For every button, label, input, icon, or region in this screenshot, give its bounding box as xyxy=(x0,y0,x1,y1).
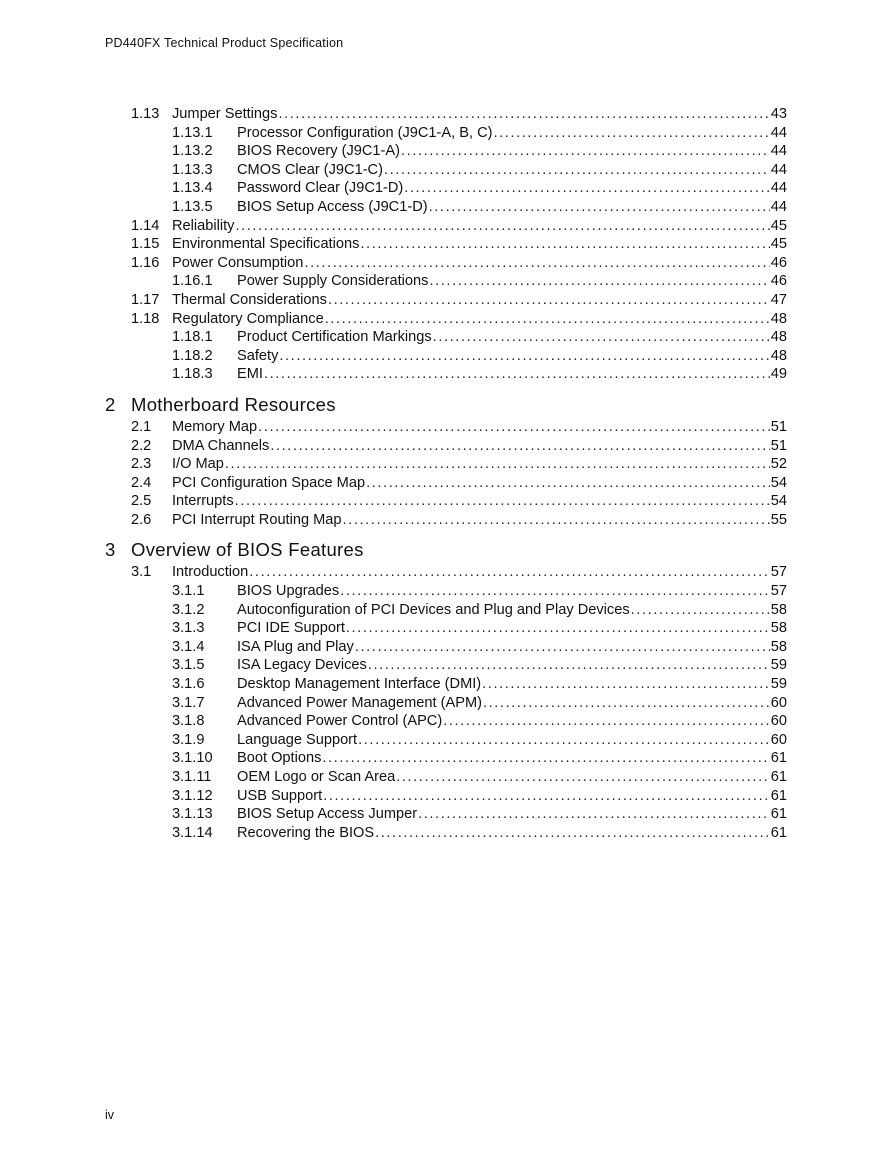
dot-leader xyxy=(355,638,770,657)
chapter-title: Motherboard Resources xyxy=(131,393,336,415)
dot-leader xyxy=(433,328,770,347)
toc-entry-line xyxy=(172,455,787,474)
chapter-title: Overview of BIOS Features xyxy=(131,539,364,561)
toc-entry[interactable] xyxy=(0,824,893,843)
dot-leader xyxy=(375,824,770,843)
toc-entry-line xyxy=(237,694,787,713)
toc-entry-line xyxy=(237,272,787,291)
toc-entry-page: 45 xyxy=(770,236,787,253)
dot-leader xyxy=(384,161,770,180)
dot-leader xyxy=(264,365,770,384)
dot-leader xyxy=(249,563,770,582)
toc-entry-number: 1.18.3 xyxy=(172,366,213,383)
dot-leader xyxy=(322,749,769,768)
toc-entry-line xyxy=(237,787,787,806)
table-of-contents xyxy=(0,105,893,842)
toc-entry[interactable] xyxy=(0,582,893,601)
toc-entry-page: 52 xyxy=(770,456,787,473)
toc-entry-line xyxy=(237,328,787,347)
toc-entry-page: 47 xyxy=(770,291,787,308)
toc-entry-number: 3.1.2 xyxy=(172,601,205,618)
toc-entry-line xyxy=(172,254,787,273)
toc-entry-title: Password Clear (J9C1-D) xyxy=(237,180,404,197)
toc-entry[interactable] xyxy=(0,272,893,291)
toc-entry[interactable] xyxy=(0,455,893,474)
toc-entry-number: 1.13.3 xyxy=(172,161,213,178)
toc-entry[interactable] xyxy=(0,511,893,530)
toc-entry-title: Product Certification Markings xyxy=(237,329,432,346)
toc-entry-title: OEM Logo or Scan Area xyxy=(237,769,396,785)
toc-entry-page: 46 xyxy=(770,273,787,290)
toc-entry-number: 1.13.2 xyxy=(172,143,213,160)
toc-entry[interactable] xyxy=(0,492,893,511)
toc-entry-number: 3.1.1 xyxy=(172,583,205,600)
dot-leader xyxy=(225,455,770,474)
dot-leader xyxy=(270,437,769,456)
toc-entry-line xyxy=(172,217,787,236)
toc-entry[interactable] xyxy=(0,235,893,254)
toc-entry-number: 3.1.10 xyxy=(172,750,213,767)
dot-leader xyxy=(360,235,769,254)
toc-entry-number: 3.1.13 xyxy=(172,806,213,823)
toc-entry[interactable] xyxy=(0,437,893,456)
dot-leader xyxy=(404,179,770,198)
toc-entry[interactable] xyxy=(0,347,893,366)
toc-entry-page: 46 xyxy=(770,254,787,271)
toc-entry-title: BIOS Setup Access Jumper xyxy=(237,806,418,823)
toc-entry-page: 44 xyxy=(770,124,787,141)
toc-entry[interactable] xyxy=(0,601,893,620)
toc-entry[interactable] xyxy=(0,365,893,384)
toc-entry-page: 54 xyxy=(770,474,787,491)
dot-leader xyxy=(418,805,770,824)
dot-leader xyxy=(278,105,769,124)
toc-entry-line xyxy=(237,347,787,366)
toc-entry-page: 58 xyxy=(770,638,787,655)
toc-entry[interactable] xyxy=(0,787,893,806)
toc-entry-title: Interrupts xyxy=(172,493,234,510)
dot-leader xyxy=(328,291,770,310)
toc-entry[interactable] xyxy=(0,731,893,750)
toc-entry-line xyxy=(172,511,787,530)
chapter-number: 3 xyxy=(105,539,116,561)
toc-entry-line xyxy=(172,310,787,329)
dot-leader xyxy=(368,656,770,675)
toc-entry-number: 1.18.2 xyxy=(172,347,213,364)
dot-leader xyxy=(401,142,770,161)
toc-entry[interactable] xyxy=(0,712,893,731)
toc-entry-number: 3.1.8 xyxy=(172,713,205,730)
toc-entry-number: 3.1.3 xyxy=(172,620,205,637)
toc-entry[interactable] xyxy=(0,291,893,310)
toc-entry-page: 44 xyxy=(770,180,787,197)
toc-entry[interactable] xyxy=(0,105,893,124)
toc-entry[interactable] xyxy=(0,142,893,161)
toc-entry-title: PCI Configuration Space Map xyxy=(172,474,366,491)
toc-entry[interactable] xyxy=(0,161,893,180)
toc-entry[interactable] xyxy=(0,619,893,638)
toc-entry-line xyxy=(172,291,787,310)
toc-entry-line xyxy=(237,638,787,657)
toc-entry-page: 48 xyxy=(770,329,787,346)
toc-entry-page: 55 xyxy=(770,511,787,528)
toc-entry-title: Autoconfiguration of PCI Devices and Plug and Play Devices xyxy=(237,601,630,618)
toc-entry-title: PCI Interrupt Routing Map xyxy=(172,511,342,528)
toc-entry-line xyxy=(237,198,787,217)
toc-entry[interactable] xyxy=(0,768,893,787)
toc-entry-line xyxy=(237,824,787,843)
toc-entry-line xyxy=(237,365,787,384)
toc-entry-page: 59 xyxy=(770,657,787,674)
dot-leader xyxy=(366,474,770,493)
dot-leader xyxy=(631,601,770,620)
toc-entry-page: 58 xyxy=(770,620,787,637)
dot-leader xyxy=(340,582,770,601)
toc-entry-number: 2.3 xyxy=(131,456,152,473)
toc-entry-page: 61 xyxy=(770,824,787,841)
toc-entry-number: 1.18.1 xyxy=(172,329,213,346)
dot-leader xyxy=(323,787,770,806)
toc-entry-number: 3.1.14 xyxy=(172,824,213,841)
toc-entry-number: 1.17 xyxy=(131,291,160,308)
toc-entry-title: Processor Configuration (J9C1-A, B, C) xyxy=(237,124,493,141)
toc-entry-title: EMI xyxy=(237,366,263,383)
toc-entry-title: CMOS Clear (J9C1-C) xyxy=(237,161,383,178)
dot-leader xyxy=(443,712,770,731)
toc-entry-number: 1.16.1 xyxy=(172,273,213,290)
toc-entry-line xyxy=(237,675,787,694)
toc-entry-page: 43 xyxy=(770,106,787,122)
dot-leader xyxy=(493,124,769,143)
toc-entry-number: 2.6 xyxy=(131,511,152,528)
toc-entry-number: 2.4 xyxy=(131,474,152,491)
toc-entry-page: 57 xyxy=(770,583,787,600)
toc-entry-number: 3.1.7 xyxy=(172,694,205,711)
toc-entry-line xyxy=(172,474,787,493)
chapter-heading xyxy=(0,394,893,416)
toc-entry-line xyxy=(172,437,787,456)
chapter-number: 2 xyxy=(105,393,116,415)
toc-entry-page: 60 xyxy=(770,694,787,711)
toc-entry[interactable] xyxy=(0,328,893,347)
toc-entry-title: Safety xyxy=(237,347,279,364)
toc-entry-page: 51 xyxy=(770,418,787,435)
toc-entry-number: 3.1.11 xyxy=(172,769,212,785)
page-number: iv xyxy=(105,1108,115,1122)
toc-entry[interactable] xyxy=(0,179,893,198)
dot-leader xyxy=(482,675,770,694)
toc-entry-title: Power Consumption xyxy=(172,254,304,271)
dot-leader xyxy=(325,310,770,329)
toc-entry-number: 3.1.12 xyxy=(172,787,213,804)
toc-entry-page: 48 xyxy=(770,347,787,364)
toc-entry-line xyxy=(237,805,787,824)
toc-entry-page: 48 xyxy=(770,310,787,327)
toc-entry-line xyxy=(237,619,787,638)
toc-entry-line xyxy=(237,601,787,620)
toc-entry-line xyxy=(237,582,787,601)
toc-entry-number: 2.2 xyxy=(131,437,152,454)
toc-entry-page: 44 xyxy=(770,198,787,215)
toc-entry-number: 1.13 xyxy=(131,106,160,122)
toc-entry[interactable] xyxy=(0,694,893,713)
dot-leader xyxy=(346,619,770,638)
toc-entry-number: 3.1.9 xyxy=(172,731,205,748)
toc-entry-number: 2.1 xyxy=(131,418,152,435)
toc-entry-title: PCI IDE Support xyxy=(237,620,345,637)
dot-leader xyxy=(429,272,769,291)
toc-entry-page: 45 xyxy=(770,217,787,234)
toc-entry-page: 61 xyxy=(770,750,787,767)
toc-entry-title: Jumper Settings xyxy=(172,106,278,122)
toc-entry-line xyxy=(172,492,787,511)
toc-entry-number: 1.15 xyxy=(131,236,160,253)
toc-entry-line xyxy=(237,161,787,180)
toc-entry-line xyxy=(172,235,787,254)
toc-entry-line xyxy=(237,712,787,731)
dot-leader xyxy=(483,694,770,713)
toc-entry[interactable] xyxy=(0,656,893,675)
toc-entry-page: 44 xyxy=(770,161,787,178)
toc-entry[interactable] xyxy=(0,418,893,437)
toc-entry[interactable] xyxy=(0,217,893,236)
toc-entry-line xyxy=(172,563,787,582)
toc-entry-title: BIOS Recovery (J9C1-A) xyxy=(237,143,401,160)
dot-leader xyxy=(358,731,770,750)
toc-entry-number: 1.14 xyxy=(131,217,160,234)
toc-entry-number: 1.13.1 xyxy=(172,124,213,141)
toc-entry-title: ISA Plug and Play xyxy=(237,638,354,655)
toc-entry-title: Reliability xyxy=(172,217,235,234)
toc-entry-number: 1.16 xyxy=(131,254,160,271)
toc-entry-line xyxy=(237,749,787,768)
toc-entry-line xyxy=(237,731,787,750)
toc-entry-page: 59 xyxy=(770,676,787,693)
toc-entry-title: ISA Legacy Devices xyxy=(237,657,367,674)
toc-entry-page: 60 xyxy=(770,713,787,730)
dot-leader xyxy=(235,217,769,236)
toc-entry-page: 61 xyxy=(770,769,787,785)
dot-leader xyxy=(279,347,769,366)
toc-entry-title: I/O Map xyxy=(172,456,224,473)
dot-leader xyxy=(396,768,770,787)
toc-entry-number: 1.13.4 xyxy=(172,180,213,197)
toc-entry[interactable] xyxy=(0,124,893,143)
toc-entry[interactable] xyxy=(0,749,893,768)
toc-entry-page: 51 xyxy=(770,437,787,454)
toc-entry-title: Introduction xyxy=(172,564,249,581)
toc-entry-page: 60 xyxy=(770,731,787,748)
toc-entry[interactable] xyxy=(0,675,893,694)
toc-entry-title: Boot Options xyxy=(237,750,322,767)
toc-entry[interactable] xyxy=(0,638,893,657)
toc-entry-number: 1.13.5 xyxy=(172,198,213,215)
dot-leader xyxy=(429,198,770,217)
toc-entry-number: 1.18 xyxy=(131,310,160,327)
toc-entry-title: Thermal Considerations xyxy=(172,291,327,308)
dot-leader xyxy=(343,511,770,530)
toc-entry-page: 54 xyxy=(770,493,787,510)
chapter-heading xyxy=(0,539,893,561)
toc-entry-title: DMA Channels xyxy=(172,437,270,454)
toc-entry-title: Advanced Power Management (APM) xyxy=(237,694,482,711)
toc-entry-title: Desktop Management Interface (DMI) xyxy=(237,676,482,693)
toc-entry-title: Regulatory Compliance xyxy=(172,310,324,327)
dot-leader xyxy=(304,254,769,273)
toc-entry-title: Environmental Specifications xyxy=(172,236,360,253)
dot-leader xyxy=(235,492,770,511)
toc-entry-number: 3.1.6 xyxy=(172,676,205,693)
toc-entry-number: 2.5 xyxy=(131,493,152,510)
toc-entry-line xyxy=(237,656,787,675)
toc-entry-line xyxy=(172,418,787,437)
toc-entry-title: Memory Map xyxy=(172,418,258,435)
dot-leader xyxy=(258,418,770,437)
toc-entry-title: BIOS Setup Access (J9C1-D) xyxy=(237,198,428,215)
toc-entry-title: Recovering the BIOS xyxy=(237,824,375,841)
toc-entry-page: 49 xyxy=(770,366,787,383)
toc-entry-title: Language Support xyxy=(237,731,358,748)
toc-entry-line xyxy=(237,179,787,198)
toc-entry[interactable] xyxy=(0,310,893,329)
toc-entry-number: 3.1 xyxy=(131,564,152,581)
page-header: PD440FX Technical Product Specification xyxy=(105,36,344,50)
toc-entry[interactable] xyxy=(0,474,893,493)
toc-entry-line xyxy=(237,768,787,787)
toc-entry-line xyxy=(237,124,787,143)
toc-entry[interactable] xyxy=(0,563,893,582)
toc-entry-page: 57 xyxy=(770,564,787,581)
toc-entry-page: 58 xyxy=(770,601,787,618)
toc-entry-page: 61 xyxy=(770,787,787,804)
toc-entry-page: 61 xyxy=(770,806,787,823)
toc-entry-title: Advanced Power Control (APC) xyxy=(237,713,443,730)
toc-entry-page: 44 xyxy=(770,143,787,160)
toc-entry-title: USB Support xyxy=(237,787,323,804)
toc-entry-title: Power Supply Considerations xyxy=(237,273,429,290)
toc-entry-number: 3.1.4 xyxy=(172,638,205,655)
toc-entry-line xyxy=(237,142,787,161)
toc-entry-number: 3.1.5 xyxy=(172,657,205,674)
toc-entry-line xyxy=(172,105,787,124)
toc-entry[interactable] xyxy=(0,198,893,217)
toc-entry[interactable] xyxy=(0,805,893,824)
toc-entry-title: BIOS Upgrades xyxy=(237,583,340,600)
toc-entry[interactable] xyxy=(0,254,893,273)
